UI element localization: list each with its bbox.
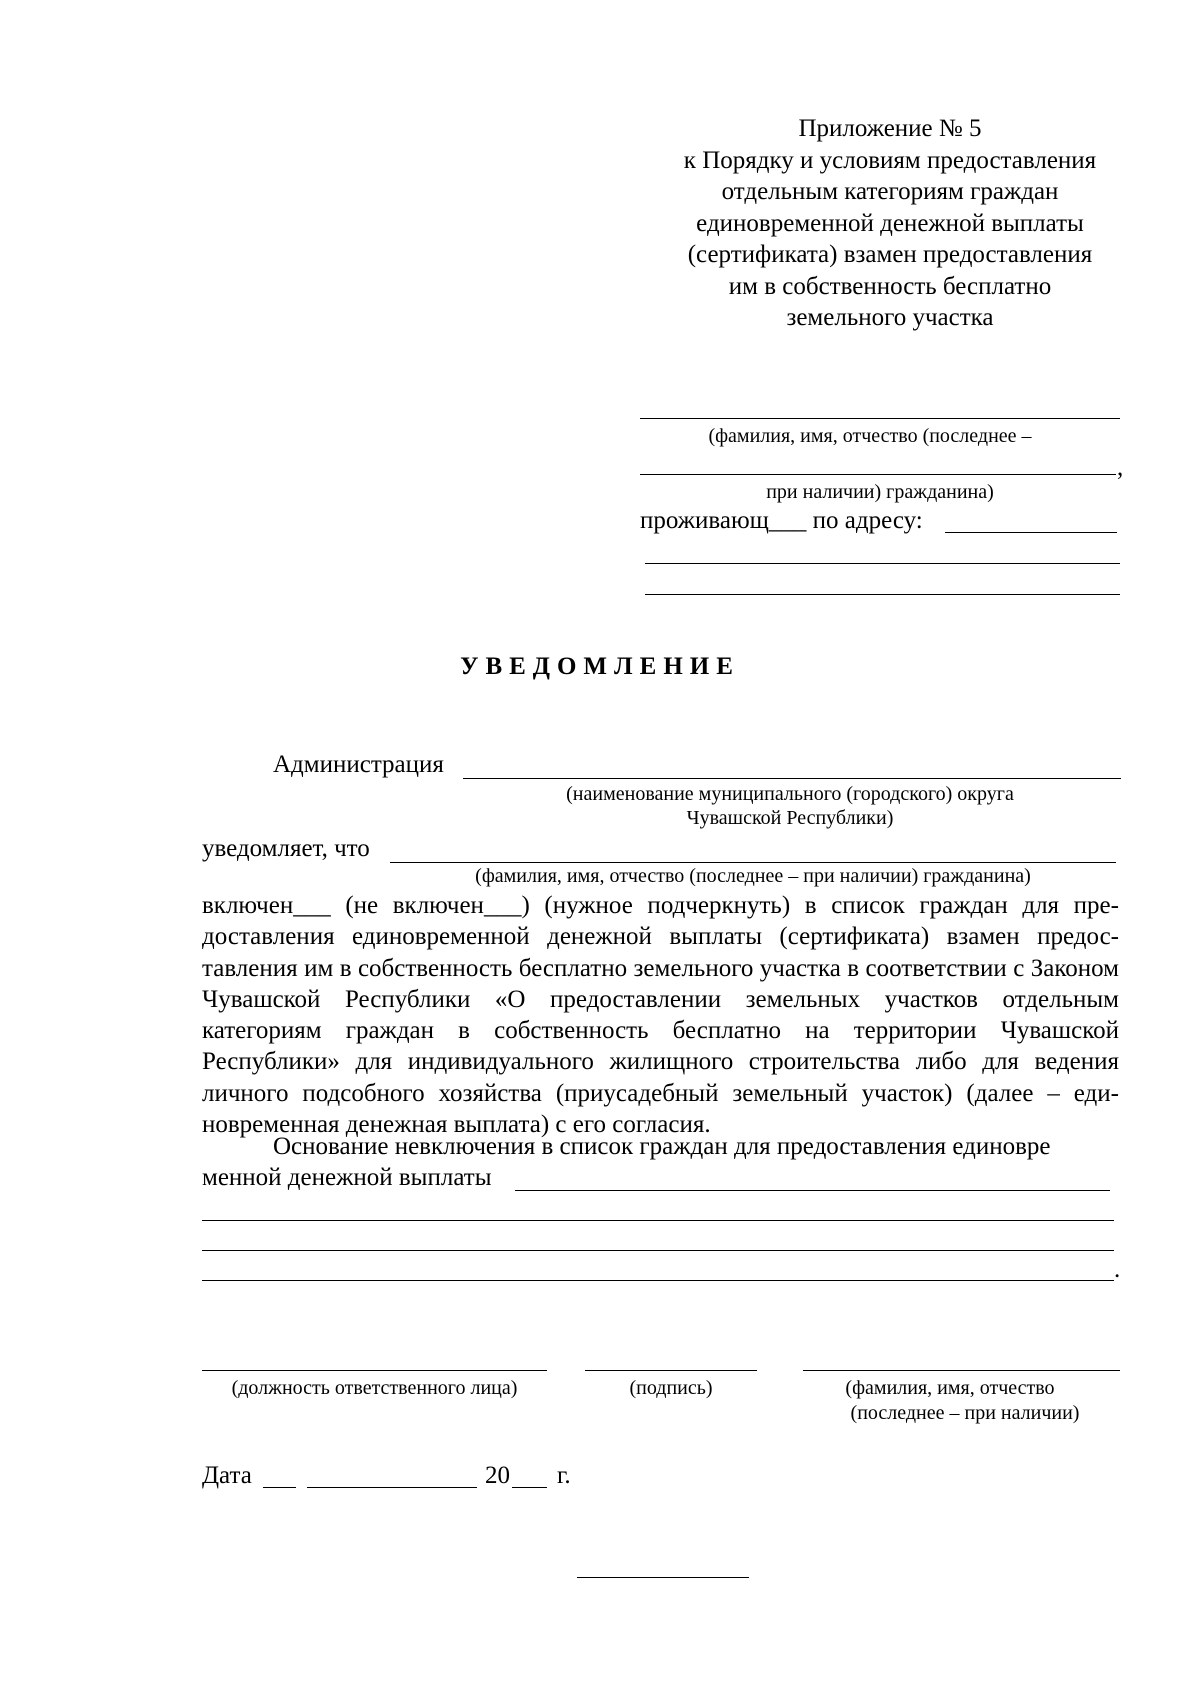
residing-label: проживающ___ по адресу: xyxy=(640,507,923,534)
date-year-prefix: 20 xyxy=(485,1462,510,1489)
recipient-caption-2: при наличии) гражданина) xyxy=(766,481,994,503)
recipient-name-line-1[interactable] xyxy=(640,418,1120,419)
administration-name-line[interactable] xyxy=(463,778,1121,779)
basis-line-1[interactable] xyxy=(515,1190,1110,1191)
recipient-name-line-2[interactable] xyxy=(640,474,1116,475)
notifies-label: уведомляет, что xyxy=(202,835,370,862)
administration-caption-2: Чувашской Республики) xyxy=(686,807,894,829)
basis-period: . xyxy=(1114,1256,1121,1283)
appendix-line: земельного участка xyxy=(786,304,994,331)
date-year-suffix: г. xyxy=(557,1462,571,1489)
basis-line-2[interactable] xyxy=(202,1220,1114,1221)
signer-name-caption-1: (фамилия, имя, отчество xyxy=(845,1377,1055,1399)
appendix-line: к Порядку и условиям предоставления xyxy=(683,146,1097,174)
notifies-caption: (фамилия, имя, отчество (последнее – при наличии) гражданина) xyxy=(475,865,1031,887)
basis-text-1: Основание невключения в список граждан для предоставления единовре xyxy=(273,1133,1051,1160)
recipient-caption-1: (фамилия, имя, отчество (последнее – xyxy=(708,425,1032,447)
basis-line-4[interactable] xyxy=(202,1280,1114,1281)
address-line-3[interactable] xyxy=(645,594,1120,595)
signer-name-line[interactable] xyxy=(803,1370,1120,1371)
document-title: УВЕДОМЛЕНИЕ xyxy=(460,653,740,680)
basis-line-3[interactable] xyxy=(202,1250,1114,1251)
signature-caption: (подпись) xyxy=(629,1377,713,1399)
appendix-line: (сертификата) взамен предоставления xyxy=(687,241,1093,268)
administration-label: Администрация xyxy=(273,751,444,778)
appendix-line: им в собственность бесплатно xyxy=(728,272,1052,300)
address-line-2[interactable] xyxy=(645,563,1120,564)
appendix-line: единовременной денежной выплаты xyxy=(696,209,1084,237)
position-line[interactable] xyxy=(202,1370,547,1371)
administration-caption-1: (наименование муниципального (городского) округа xyxy=(566,783,1014,805)
appendix-line: отдельным категориям граждан xyxy=(721,178,1059,205)
basis-text-2: менной денежной выплаты xyxy=(202,1164,492,1191)
footer-line xyxy=(577,1577,749,1578)
signature-line[interactable] xyxy=(585,1370,757,1371)
date-day-line[interactable] xyxy=(263,1487,296,1488)
address-line-1[interactable] xyxy=(945,532,1117,533)
date-year-line[interactable] xyxy=(512,1487,547,1488)
date-month-line[interactable] xyxy=(307,1487,477,1488)
notification-body-text: включен___ (не включен___) (нужное подчеркнуть) в список граждан для предоставления единовременной денежной выплаты (сертификата) взамен предоставления им в собственность бесплатно земельного участка в соответствии с Законом Чувашской Республики «О предоставлении земельных участков отдельным категориям граждан в собственность бесплатно на территории Чувашской Республики» для индивидуального жилищного строительства либо для ведения личного подсобного хозяйства (приусадебный земельный участок) (далее – единовременная денежная выплата) с его согласия. xyxy=(202,892,1119,1139)
citizen-name-line[interactable] xyxy=(390,862,1116,863)
date-label: Дата xyxy=(202,1462,252,1489)
position-caption: (должность ответственного лица) xyxy=(231,1377,518,1399)
signer-name-caption-2: (последнее – при наличии) xyxy=(850,1402,1080,1424)
appendix-line: Приложение № 5 xyxy=(798,115,982,142)
appendix-header xyxy=(655,113,1125,334)
recipient-comma: , xyxy=(1117,454,1124,481)
